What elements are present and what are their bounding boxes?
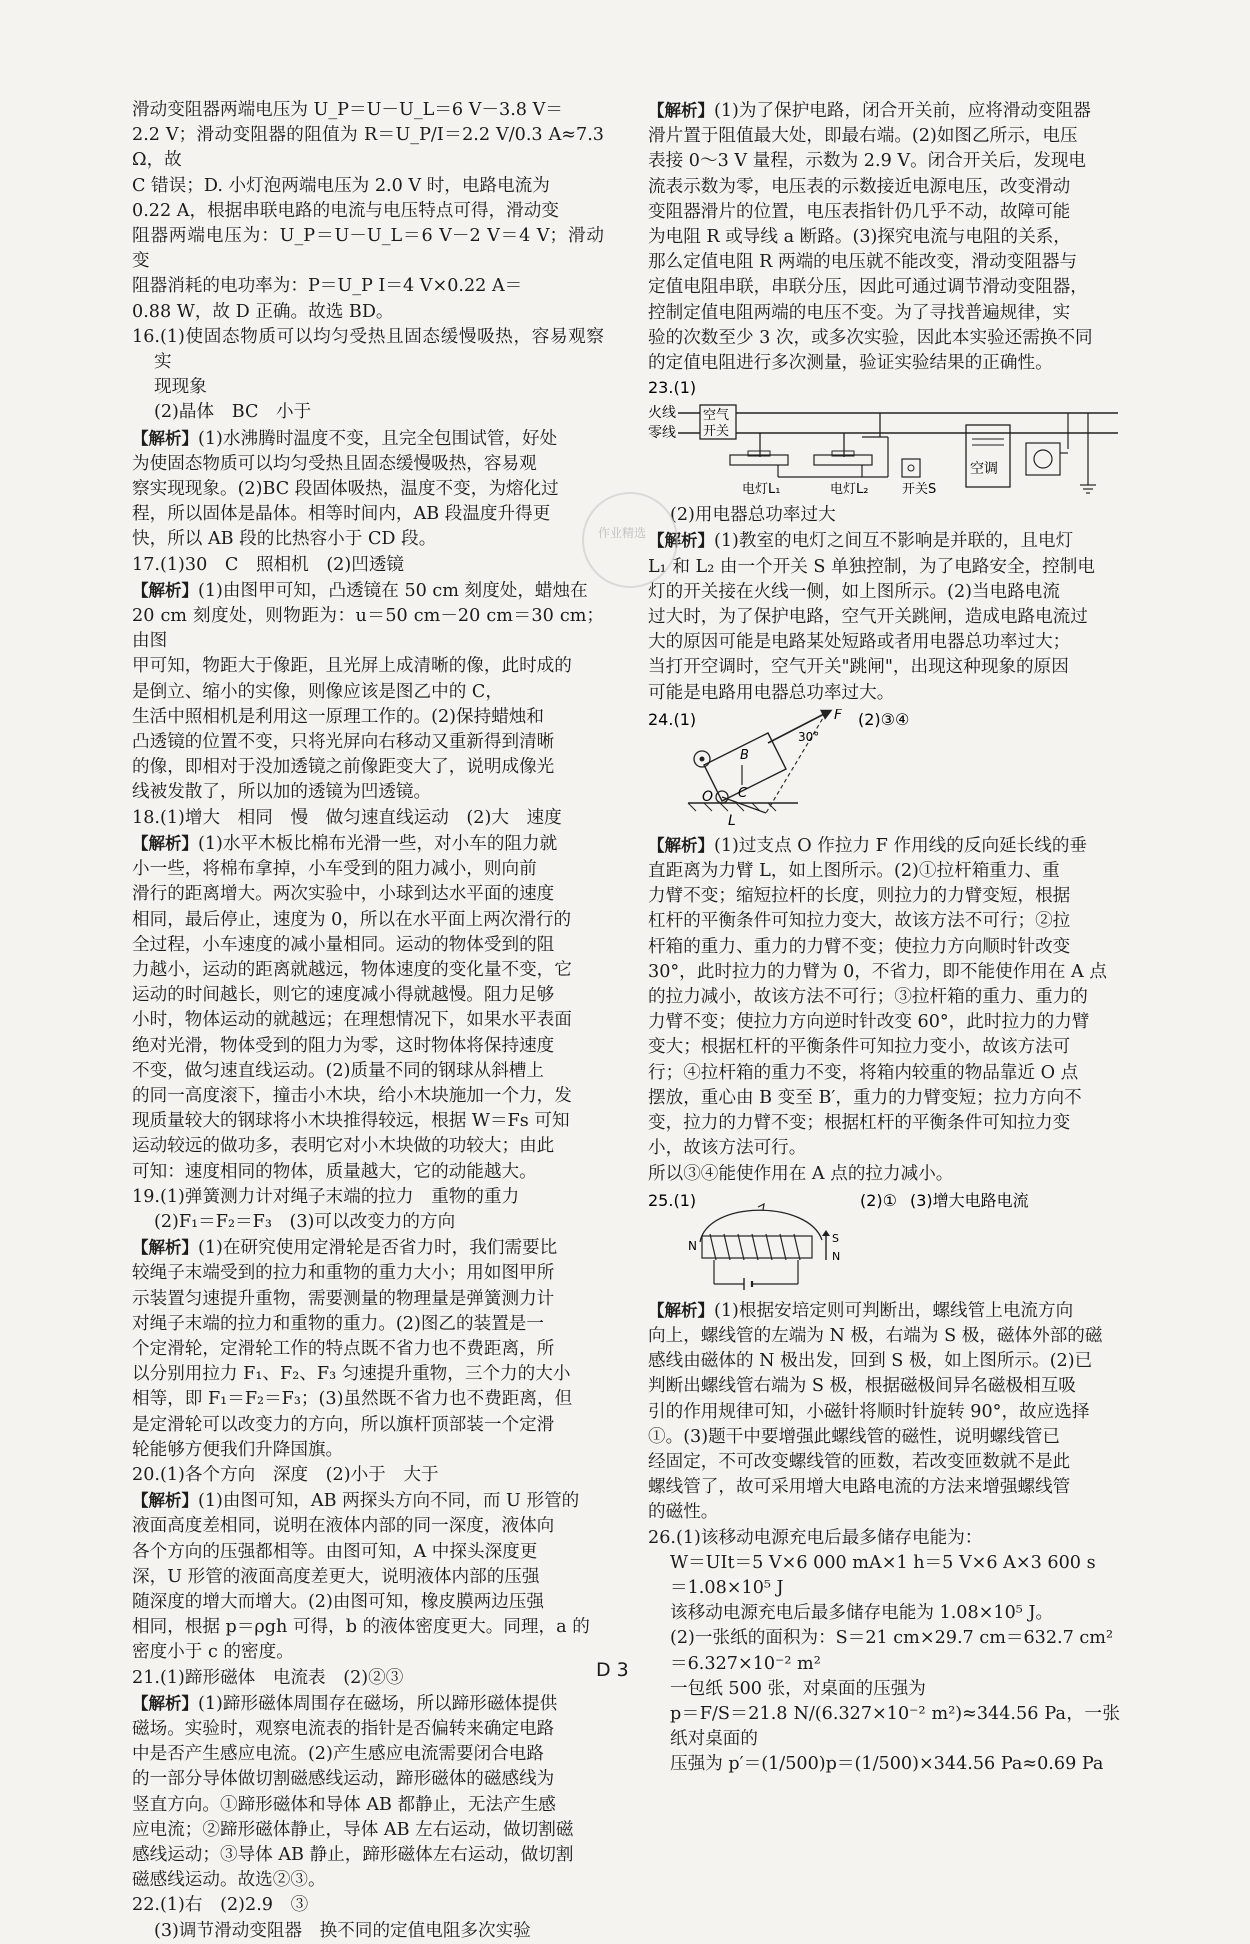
- text-line: [648, 580, 1120, 605]
- line-text: 0.88 W，故 D 正确。故选 BD。: [132, 301, 394, 322]
- line-text: 阻器消耗的电功率为：P＝U_P I＝4 V×0.22 A＝: [132, 276, 523, 297]
- q24-answer-2: (2)③④: [858, 709, 910, 729]
- text-line: [132, 174, 604, 199]
- text-line: [132, 224, 604, 274]
- text-line: [132, 1615, 604, 1640]
- line-text: ①。(3)题干中要增强此螺线管的磁性，说明螺线管已: [648, 1426, 1060, 1447]
- text-line: [132, 1008, 604, 1033]
- line-text: (1)水平木板比棉布光滑一些，对小车的阻力就: [198, 833, 558, 854]
- text-line: [132, 1287, 604, 1312]
- line-text: 表接 0～3 V 量程，示数为 2.9 V。闭合开关后，发现电: [648, 151, 1087, 172]
- line-text: 对绳子末端的拉力和重物的重力。(2)图乙的装置是一: [132, 1313, 544, 1334]
- line-text: C 错误；D. 小灯泡两端电压为 2.0 V 时，电路电流为: [132, 175, 550, 196]
- line-text: 的同一高度滚下，撞击小木块，给小木块施加一个力，发: [132, 1085, 572, 1106]
- line-text: 20.(1)各个方向 深度 (2)小于 大于: [132, 1464, 439, 1485]
- analysis-label: 【解析】: [132, 1693, 198, 1713]
- line-text: 灯的开关接在火线一侧，如上图所示。(2)当电路电流: [648, 581, 1060, 602]
- line-text: ＝6.327×10⁻² m²: [670, 1653, 821, 1674]
- text-line: [132, 1134, 604, 1159]
- air-switch-label-2: 开关: [703, 424, 730, 440]
- switch-s-label: 开关S: [902, 482, 937, 498]
- text-line: [132, 857, 604, 882]
- line-text: 滑片置于阻值最大处，即最右端。(2)如图乙所示，电压: [648, 126, 1078, 147]
- line-text: 力越小，运动的距离就越远，物体速度的变化量不变，它: [132, 959, 572, 980]
- text-line: [648, 1500, 1120, 1525]
- text-line: [648, 1475, 1120, 1500]
- analysis-label: 【解析】: [132, 1491, 198, 1511]
- line-text: 的像，即相对于没加透镜之前像距变大了，说明成像光: [132, 757, 555, 778]
- line-text: 甲可知，物距大于像距，且光屏上成清晰的像，此时成的: [132, 656, 572, 677]
- line-text: 轮能够方便我们升降国旗。: [132, 1439, 344, 1460]
- text-line: [132, 578, 604, 604]
- line-text: 19.(1)弹簧测力计对绳子末端的拉力 重物的重力: [132, 1186, 520, 1207]
- text-line: [648, 1136, 1120, 1161]
- needle-s-label: S: [832, 1231, 839, 1245]
- text-line: [132, 426, 604, 452]
- text-line: [132, 604, 604, 654]
- line-text: 运动较远的做功多，表明它对小木块做的功较大；由此: [132, 1136, 555, 1157]
- text-line: [132, 452, 604, 477]
- line-text: (1)蹄形磁体周围存在磁场，所以蹄形磁体提供: [198, 1693, 558, 1714]
- line-text: 不变，做匀速直线运动。(2)质量不同的钢球从斜槽上: [132, 1060, 544, 1081]
- line-text: 察实现现象。(2)BC 段固体吸热，温度不变，为熔化过: [132, 479, 559, 500]
- line-text: 感线由磁体的 N 极出发，回到 S 极，如上图所示。(2)已: [648, 1351, 1093, 1372]
- solenoid-n-label: N: [688, 1238, 697, 1253]
- text-line: [648, 555, 1120, 580]
- line-text: 杠杆的平衡条件可知拉力变大，故该方法不可行；②拉: [648, 911, 1071, 932]
- text-line: [132, 1793, 604, 1818]
- text-line: [648, 1111, 1120, 1136]
- q24-number: 24.(1): [648, 709, 697, 729]
- line-text: 绝对光滑，物体受到的阻力为零，这时物体将保持速度: [132, 1035, 555, 1056]
- text-line: [132, 958, 604, 983]
- line-text: 控制定值电阻两端的电压不变。为了寻找普遍规律，实: [648, 302, 1071, 323]
- text-line: [132, 553, 604, 578]
- text-line: [132, 1438, 604, 1463]
- line-text: 杆箱的重力、重力的力臂不变；使拉力方向顺时针改变: [648, 936, 1071, 957]
- text-line: [648, 528, 1120, 554]
- solenoid-diagram: [648, 1190, 1120, 1294]
- text-line: [648, 1576, 1120, 1601]
- text-line: [648, 935, 1120, 960]
- watermark-stamp: [582, 492, 678, 588]
- line-text: ＝1.08×10⁵ J: [670, 1577, 784, 1598]
- line-text: 定值电阻串联，串联分压，因此可通过调节滑动变阻器，: [648, 277, 1088, 298]
- text-line: [648, 175, 1120, 200]
- text-line: [648, 1010, 1120, 1035]
- line-text: 阻器两端电压为：U_P＝U－U_L＝6 V－2 V＝4 V；滑动变: [132, 226, 604, 272]
- line-text: 变，拉力的力臂不变；根据杠杆的平衡条件可知拉力变: [648, 1113, 1071, 1134]
- text-line: [132, 1387, 604, 1412]
- text-line: [648, 250, 1120, 275]
- line-text: 应电流；②蹄形磁体静止，导体 AB 左右运动，做切割磁: [132, 1819, 574, 1840]
- text-line: [132, 1109, 604, 1134]
- text-line: [648, 1324, 1120, 1349]
- text-line: [132, 199, 604, 224]
- line-text: 感线运动；③导体 AB 静止，蹄形磁体左右运动，做切割: [132, 1845, 574, 1866]
- line-text: 螺线管了，故可采用增大电路电流的方法来增强螺线管: [648, 1477, 1071, 1498]
- line-text: 流表示数为零，电压表的示数接近电源电压，改变滑动: [648, 176, 1071, 197]
- line-text: 为使固态物质可以均匀受热且固态缓慢吸热，容易观: [132, 453, 537, 474]
- text-line: [648, 1061, 1120, 1086]
- line-text: 20 cm 刻度处，则物距为：u＝50 cm－20 cm＝30 cm；由图: [132, 606, 604, 652]
- text-line: [648, 503, 1120, 528]
- line-text: 16.(1)使固态物质可以均匀受热且固态缓慢吸热，容易观察实: [132, 326, 604, 373]
- household-circuit-diagram: [648, 379, 1120, 499]
- line-text: 所以③④能使作用在 A 点的拉力减小。: [648, 1163, 954, 1184]
- line-text: 示装置匀速提升重物，需要测量的物理量是弹簧测力计: [132, 1288, 555, 1309]
- text-line: [132, 780, 604, 805]
- analysis-label: 【解析】: [132, 580, 198, 600]
- line-text: 中是否产生感应电流。(2)产生感应电流需要闭合电路: [132, 1744, 544, 1765]
- lamp-l1-label: 电灯L₁: [742, 482, 781, 498]
- text-line: [132, 477, 604, 502]
- text-line: [132, 1893, 604, 1918]
- line-text: 17.(1)30 C 照相机 (2)凹透镜: [132, 554, 405, 575]
- text-line: [648, 630, 1120, 655]
- text-line: [648, 1551, 1120, 1576]
- text-line: [648, 985, 1120, 1010]
- line-text: 滑动变阻器两端电压为 U_P＝U－U_L＝6 V－3.8 V＝: [132, 100, 563, 120]
- text-line: [132, 325, 604, 375]
- line-text: (3)调节滑动变阻器 换不同的定值电阻多次实验: [154, 1920, 531, 1941]
- text-line: [132, 1540, 604, 1565]
- line-text: 现现象: [154, 377, 207, 398]
- text-line: [132, 274, 604, 299]
- text-line: [648, 1374, 1120, 1399]
- line-text: 相同，最后停止，速度为 0，所以在水平面上两次滑行的: [132, 909, 572, 930]
- text-line: [132, 1084, 604, 1109]
- line-text: 各个方向的压强都相等。由图可知，A 中探头深度更: [132, 1541, 538, 1562]
- q25-answer-3: (3)增大电路电流: [910, 1190, 1029, 1210]
- text-line: [648, 301, 1120, 326]
- text-line: [132, 1818, 604, 1843]
- text-line: [648, 1677, 1120, 1702]
- text-line: [648, 655, 1120, 680]
- text-line: [132, 1742, 604, 1767]
- line-text: 26.(1)该移动电源充电后最多储存电能为：: [648, 1527, 983, 1548]
- line-text: 当打开空调时，空气开关"跳闸"，出现这种现象的原因: [648, 657, 1069, 678]
- line-text: (1)为了保护电路，闭合开关前，应将滑动变阻器: [714, 101, 1091, 121]
- right-column: [648, 98, 1120, 1778]
- line-text: 摆放，重心由 B 变至 B′，重力的力臂变短；拉力方向不: [648, 1087, 1082, 1108]
- line-text: 引的作用规律可知，小磁针将顺时针旋转 90°，故应选择: [648, 1401, 1090, 1422]
- line-text: 为电阻 R 或导线 a 断路。(3)探究电流与电阻的关系，: [648, 227, 1071, 248]
- text-line: [648, 149, 1120, 174]
- analysis-label: 【解析】: [648, 531, 714, 551]
- pivot-o-label: O: [702, 788, 714, 805]
- line-text: 较绳子末端受到的拉力和重物的重力大小；用如图甲所: [132, 1263, 555, 1284]
- line-text: 程，所以固体是晶体。相等时间内，AB 段温度升得更: [132, 504, 551, 525]
- line-text: 经固定，不可改变螺线管的匝数，若改变匝数就不是此: [648, 1451, 1071, 1472]
- line-text: 液面高度差相同，说明在液体内部的同一深度，液体向: [132, 1516, 555, 1537]
- analysis-label: 【解析】: [648, 101, 714, 120]
- socket: [1026, 443, 1060, 475]
- text-line: [132, 1463, 604, 1488]
- line-text: 行；④拉杆箱的重力不变，将箱内较重的物品靠近 O 点: [648, 1062, 1079, 1083]
- text-line: [648, 98, 1120, 124]
- line-text: 2.2 V；滑动变阻器的阻值为 R＝U_P/I＝2.2 V/0.3 A≈7.3 Ω，故: [132, 125, 604, 171]
- center-b-label: B: [740, 747, 749, 763]
- line-text: 那么定值电阻 R 两端的电压就不能改变，滑动变阻器与: [648, 252, 1078, 273]
- text-line: [132, 1514, 604, 1539]
- line-text: 全过程，小车速度的减小量相同。运动的物体受到的阻: [132, 934, 555, 955]
- line-text: 生活中照相机是利用这一原理工作的。(2)保持蜡烛和: [132, 706, 544, 727]
- line-text: 是倒立、缩小的实像，则像应该是图乙中的 C，: [132, 681, 503, 702]
- line-text: (2)一张纸的面积为：S＝21 cm×29.7 cm＝632.7 cm²: [670, 1628, 1114, 1649]
- text-line: [132, 806, 604, 831]
- text-line: [132, 908, 604, 933]
- q25-figure: [648, 1190, 1120, 1294]
- q25-answer-2: (2)①: [860, 1190, 898, 1210]
- text-line: [132, 1868, 604, 1893]
- line-text: 竖直方向。①蹄形磁体和导体 AB 都静止，无法产生感: [132, 1794, 556, 1815]
- line-text: 变大；根据杠杆的平衡条件可知拉力变小，故该方法可: [648, 1037, 1071, 1058]
- line-text: 21.(1)蹄形磁体 电流表 (2)②③: [132, 1667, 404, 1688]
- text-line: [648, 1298, 1120, 1324]
- line-text: L₁ 和 L₂ 由一个开关 S 单独控制，为了电路安全，控制电: [648, 556, 1095, 577]
- text-line: [132, 705, 604, 730]
- text-line: [132, 98, 604, 123]
- analysis-label: 【解析】: [648, 1300, 714, 1320]
- text-line: [132, 1413, 604, 1438]
- text-line: [648, 1601, 1120, 1626]
- line-text: p＝F/S＝21.8 N/(6.327×10⁻² m²)≈344.56 Pa，一张纸对桌面的: [670, 1703, 1120, 1750]
- text-line: [648, 859, 1120, 884]
- text-line: [648, 200, 1120, 225]
- line-text: 磁感线运动。故选②③。: [132, 1870, 326, 1891]
- text-line: [132, 1691, 604, 1717]
- line-text: 过大时，为了保护电路，空气开关跳闸，造成电路电流过: [648, 607, 1088, 628]
- text-line: [132, 755, 604, 780]
- text-line: [132, 1488, 604, 1514]
- line-text: 一包纸 500 张，对桌面的压强为: [670, 1678, 926, 1699]
- analysis-label: 【解析】: [132, 428, 198, 448]
- text-line: [132, 1059, 604, 1084]
- line-text: (1)过支点 O 作拉力 F 作用线的反向延长线的垂: [714, 835, 1088, 856]
- q25-q26-analysis: [648, 1298, 1120, 1778]
- angle-label: 30°: [798, 729, 820, 744]
- text-line: [132, 882, 604, 907]
- text-line: [132, 400, 604, 425]
- text-line: [648, 1035, 1120, 1060]
- q23-number: 23.(1): [648, 379, 697, 398]
- text-line: [648, 225, 1120, 250]
- line-text: 线被发散了，所以加的透镜为凹透镜。: [132, 782, 432, 803]
- text-line: [132, 1590, 604, 1615]
- line-text: (2)用电器总功率过大: [670, 505, 836, 526]
- text-line: [648, 351, 1120, 376]
- line-text: 力臂不变；缩短拉杆的长度，则拉力的力臂变短，根据: [648, 886, 1071, 907]
- switch-s: [902, 459, 920, 477]
- line-text: 可知：速度相同的物体，质量越大，它的动能越大。: [132, 1161, 537, 1182]
- q25-number: 25.(1): [648, 1190, 697, 1210]
- line-text: 变阻器滑片的位置，电压表指针仍几乎不动，故障可能: [648, 201, 1071, 222]
- text-line: [132, 1210, 604, 1235]
- line-text: 大的原因可能是电路某处短路或者用电器总功率过大；: [648, 632, 1071, 653]
- line-text: 18.(1)增大 相同 慢 做匀速直线运动 (2)大 速度: [132, 807, 562, 828]
- line-text: 相同，根据 p＝ρgh 可得，b 的液体密度更大。同理，a 的: [132, 1617, 590, 1638]
- line-text: 压强为 p′＝(1/500)p＝(1/500)×344.56 Pa≈0.69 Pa: [670, 1754, 1104, 1775]
- neutral-wire-label: 零线: [648, 425, 676, 442]
- text-line: [132, 502, 604, 527]
- text-line: [132, 730, 604, 755]
- line-text: 0.22 A，根据串联电路的电流与电压特点可得，滑动变: [132, 200, 559, 221]
- analysis-label: 【解析】: [648, 835, 714, 855]
- line-text: 小时，物体运动的就越远；在理想情况下，如果水平表面: [132, 1010, 572, 1031]
- left-column: [132, 98, 604, 1944]
- text-line: [648, 681, 1120, 706]
- text-line: [132, 933, 604, 958]
- text-line: [648, 1652, 1120, 1677]
- q23-analysis: [648, 503, 1120, 706]
- analysis-label: 【解析】: [132, 833, 198, 853]
- line-text: (2)晶体 BC 小于: [154, 402, 312, 423]
- text-line: [132, 375, 604, 400]
- text-line: [132, 1717, 604, 1742]
- text-line: [648, 833, 1120, 859]
- line-text: 的一部分导体做切割磁感线运动，蹄形磁体的磁感线为: [132, 1769, 555, 1790]
- analysis-label: 【解析】: [132, 1238, 198, 1258]
- q24-analysis: [648, 833, 1120, 1187]
- line-text: 随深度的增大而增大。(2)由图可知，橡皮膜两边压强: [132, 1591, 544, 1612]
- luggage-lever-diagram: [648, 709, 1120, 829]
- air-switch-label-1: 空气: [703, 408, 730, 424]
- line-text: 快，所以 AB 段的比热容小于 CD 段。: [132, 529, 437, 550]
- line-text: 小一些，将棉布拿掉，小车受到的阻力减小，则向前: [132, 859, 537, 880]
- line-text: W＝UIt＝5 V×6 000 mA×1 h＝5 V×6 A×3 600 s: [670, 1552, 1096, 1573]
- line-text: (1)在研究使用定滑轮是否省力时，我们需要比: [198, 1238, 558, 1259]
- force-f-label: F: [834, 708, 843, 723]
- line-text: 该移动电源充电后最多储存电能为 1.08×10⁵ J。: [670, 1603, 1054, 1624]
- text-line: [132, 1767, 604, 1792]
- text-line: [132, 1235, 604, 1261]
- text-line: [648, 909, 1120, 934]
- magnetic-field-line: [700, 1210, 822, 1242]
- text-line: [132, 1640, 604, 1665]
- text-line: [132, 1362, 604, 1387]
- text-line: [132, 300, 604, 325]
- line-text: (1)根据安培定则可判断出，螺线管上电流方向: [714, 1300, 1074, 1321]
- line-text: (1)由图可知，AB 两探头方向不同，而 U 形管的: [198, 1491, 580, 1512]
- text-line: [132, 1919, 604, 1944]
- needle-n-label: N: [832, 1249, 841, 1263]
- live-wire-label: 火线: [648, 405, 676, 422]
- text-line: [132, 1666, 604, 1691]
- air-conditioner-label: 空调: [970, 461, 998, 478]
- air-conditioner: [966, 425, 1010, 487]
- text-line: [648, 1400, 1120, 1425]
- text-line: [132, 1160, 604, 1185]
- text-line: [132, 1261, 604, 1286]
- text-line: [648, 1086, 1120, 1111]
- line-text: 磁场。实验时，观察电流表的指针是否偏转来确定电路: [132, 1719, 555, 1739]
- line-text: (1)由图甲可知，凸透镜在 50 cm 刻度处，蜡烛在: [198, 580, 588, 601]
- page-number: D 3: [596, 1659, 629, 1681]
- text-line: [132, 1185, 604, 1210]
- text-line: [648, 605, 1120, 630]
- text-line: [132, 1843, 604, 1868]
- text-line: [132, 654, 604, 679]
- line-text: 验的次数至少 3 次，或多次实验，因此本实验还需换不同: [648, 327, 1093, 348]
- line-text: 22.(1)右 (2)2.9 ③: [132, 1895, 309, 1916]
- text-line: [648, 1425, 1120, 1450]
- line-text: 运动的时间越长，则它的速度减小得就越慢。阻力足够: [132, 985, 555, 1006]
- text-line: [648, 1162, 1120, 1187]
- line-text: 可能是电路用电器总功率过大。: [648, 682, 895, 703]
- text-line: [132, 527, 604, 552]
- line-text: 是定滑轮可以改变力的方向，所以旗杆顶部装一个定滑: [132, 1414, 555, 1435]
- text-line: [132, 680, 604, 705]
- line-text: 凸透镜的位置不变，只将光屏向右移动又重新得到清晰: [132, 732, 555, 753]
- text-line: [132, 1337, 604, 1362]
- text-line: [648, 326, 1120, 351]
- text-line: [648, 1526, 1120, 1551]
- text-line: [648, 960, 1120, 985]
- line-text: 判断出螺线管右端为 S 极，根据磁极间异名磁极相互吸: [648, 1376, 1076, 1397]
- line-text: 密度小于 c 的密度。: [132, 1642, 294, 1663]
- stamp-text: 作业精选: [598, 526, 647, 540]
- line-text: 力臂不变；使拉力方向逆时针改变 60°，此时拉力的力臂: [648, 1012, 1090, 1033]
- line-text: 滑行的距离增大。两次实验中，小球到达水平面的速度: [132, 884, 555, 905]
- text-line: [648, 1626, 1120, 1651]
- q24-figure: [648, 709, 1120, 829]
- text-line: [648, 275, 1120, 300]
- text-line: [648, 124, 1120, 149]
- line-text: 30°，此时拉力的力臂为 0，不省力，即不能使作用在 A 点: [648, 961, 1107, 982]
- line-text: (2)F₁＝F₂＝F₃ (3)可以改变力的方向: [154, 1211, 456, 1232]
- text-line: [132, 1565, 604, 1590]
- text-line: [648, 1450, 1120, 1475]
- lamp-l2-label: 电灯L₂: [830, 482, 869, 498]
- line-text: 的定值电阻进行多次测量，验证实验结果的正确性。: [648, 353, 1053, 374]
- lever-arm-l-label: L: [728, 812, 736, 829]
- text-line: [132, 1034, 604, 1059]
- line-text: (1)水沸腾时温度不变，且完全包围试管，好处: [198, 428, 558, 449]
- text-line: [132, 1312, 604, 1337]
- line-text: (1)教室的电灯之间互不影响是并联的，且电灯: [714, 531, 1074, 552]
- line-text: 深，U 形管的液面高度差更大，说明液体内部的压强: [132, 1566, 540, 1587]
- line-text: 直距离为力臂 L，如上图所示。(2)①拉杆箱重力、重: [648, 861, 1060, 882]
- text-line: [132, 983, 604, 1008]
- q22-analysis: [648, 98, 1120, 376]
- line-text: 向上，螺线管的左端为 N 极，右端为 S 极，磁体外部的磁: [648, 1325, 1103, 1346]
- text-line: [648, 884, 1120, 909]
- q23-figure: [648, 379, 1120, 499]
- text-line: [132, 123, 604, 173]
- text-line: [648, 1752, 1120, 1777]
- text-line: [648, 1702, 1120, 1752]
- line-text: 的磁性。: [648, 1502, 719, 1523]
- point-c-label: C: [738, 785, 748, 801]
- line-text: 的拉力减小，故该方法不可行；③拉杆箱的重力、重力的: [648, 987, 1088, 1008]
- line-text: 以分别用拉力 F₁、F₂、F₃ 匀速提升重物，三个力的大小: [132, 1364, 571, 1385]
- line-text: 个定滑轮，定滑轮工作的特点既不省力也不费距离，所: [132, 1338, 555, 1359]
- line-text: 相等，即 F₁＝F₂＝F₃；(3)虽然既不省力也不费距离，但: [132, 1389, 573, 1410]
- text-line: [648, 1349, 1120, 1374]
- text-line: [132, 831, 604, 857]
- line-text: 小，故该方法可行。: [648, 1138, 807, 1159]
- line-text: 现质量较大的钢球将小木块推得较远，根据 W＝Fs 可知: [132, 1111, 570, 1132]
